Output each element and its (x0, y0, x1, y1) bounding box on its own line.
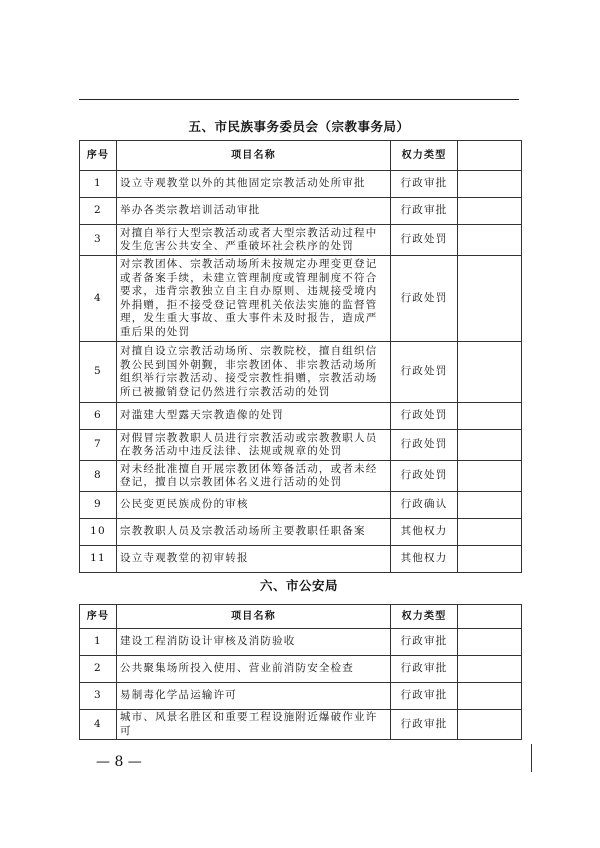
header-blank (458, 141, 522, 171)
table-ethnic-affairs (79, 140, 522, 573)
header-name: 项目名称 (117, 141, 391, 171)
row-no: 10 (80, 519, 117, 546)
row-name: 设立寺观教堂的初审转报 (117, 546, 391, 573)
row-blank (458, 171, 522, 198)
row-type: 行政确认 (391, 492, 458, 519)
row-no: 1 (80, 629, 117, 656)
header-no: 序号 (80, 141, 117, 171)
table-row (80, 492, 522, 519)
table-row (80, 683, 522, 710)
row-no: 7 (80, 430, 117, 461)
row-blank (458, 710, 522, 740)
row-blank (458, 683, 522, 710)
row-type: 行政审批 (391, 656, 458, 683)
header-type: 权力类型 (391, 141, 458, 171)
table-row (80, 198, 522, 225)
table-row (80, 171, 522, 198)
row-blank (458, 430, 522, 461)
row-name: 公民变更民族成份的审核 (117, 492, 391, 519)
header-blank (458, 605, 522, 629)
section-title-ethnic-affairs: 五、市民族事务委员会（宗教事务局） (188, 119, 410, 134)
table-public-security (79, 604, 522, 740)
row-name: 设立寺观教堂以外的其他固定宗教活动处所审批 (117, 171, 391, 198)
row-no: 3 (80, 225, 117, 256)
row-name: 对未经批准擅自开展宗教团体筹备活动，或者未经登记，擅自以宗教团体名义进行活动的处罚 (117, 461, 391, 492)
row-blank (458, 461, 522, 492)
row-type: 行政审批 (391, 198, 458, 225)
top-rule (79, 99, 519, 100)
row-type: 其他权力 (391, 519, 458, 546)
row-no: 6 (80, 403, 117, 430)
row-blank (458, 519, 522, 546)
row-no: 2 (80, 656, 117, 683)
table-row (80, 342, 522, 403)
table-row (80, 256, 522, 342)
table-row (80, 430, 522, 461)
row-blank (458, 403, 522, 430)
row-blank (458, 629, 522, 656)
row-type: 行政处罚 (391, 225, 458, 256)
row-no: 11 (80, 546, 117, 573)
table-row (80, 629, 522, 656)
row-name: 举办各类宗教培训活动审批 (117, 198, 391, 225)
row-name: 对宗教团体、宗教活动场所未按规定办理变更登记或者备案手续，未建立管理制度或管理制度不符合要求，违背宗教独立自主自办原则、违规接受境内外捐赠，拒不接受登记管理机关依法实施的监督管理，发生重大事故、重大事件未及时报告，造成严重后果的处罚 (117, 256, 391, 342)
row-no: 8 (80, 461, 117, 492)
row-no: 2 (80, 198, 117, 225)
row-blank (458, 546, 522, 573)
row-name: 公共聚集场所投入使用、营业前消防安全检查 (117, 656, 391, 683)
header-type: 权力类型 (391, 605, 458, 629)
table-row (80, 656, 522, 683)
row-type: 行政处罚 (391, 256, 458, 342)
table-row (80, 710, 522, 740)
table-header-row (80, 605, 522, 629)
row-blank (458, 225, 522, 256)
row-type: 其他权力 (391, 546, 458, 573)
table-row (80, 461, 522, 492)
header-no: 序号 (80, 605, 117, 629)
row-name: 对擅自设立宗教活动场所、宗教院校，擅自组织信教公民到国外朝觐，非宗教团体、非宗教活动场所组织举行宗教活动、接受宗教性捐赠，宗教活动场所已被撤销登记仍然进行宗教活动的处罚 (117, 342, 391, 403)
row-type: 行政审批 (391, 710, 458, 740)
table-row (80, 546, 522, 573)
row-name: 城市、风景名胜区和重要工程设施附近爆破作业许可 (117, 710, 391, 740)
row-blank (458, 256, 522, 342)
row-type: 行政审批 (391, 629, 458, 656)
row-type: 行政审批 (391, 171, 458, 198)
row-type: 行政处罚 (391, 342, 458, 403)
row-blank (458, 492, 522, 519)
row-blank (458, 656, 522, 683)
row-no: 4 (80, 256, 117, 342)
row-name: 对假冒宗教教职人员进行宗教活动或宗教教职人员在教务活动中违反法律、法规或规章的处罚 (117, 430, 391, 461)
table-row (80, 519, 522, 546)
section-title-public-security: 六、市公安局 (259, 578, 338, 593)
row-name: 对擅自举行大型宗教活动或者大型宗教活动过程中发生危害公共安全、严重破坏社会秩序的处罚 (117, 225, 391, 256)
row-no: 5 (80, 342, 117, 403)
row-name: 建设工程消防设计审核及消防验收 (117, 629, 391, 656)
row-type: 行政处罚 (391, 403, 458, 430)
row-blank (458, 198, 522, 225)
header-name: 项目名称 (117, 605, 391, 629)
margin-mark (531, 744, 532, 772)
row-type: 行政处罚 (391, 461, 458, 492)
row-no: 9 (80, 492, 117, 519)
row-type: 行政审批 (391, 683, 458, 710)
row-no: 1 (80, 171, 117, 198)
row-name: 对滥建大型露天宗教造像的处罚 (117, 403, 391, 430)
page-number: — 8 — (96, 754, 142, 770)
row-name: 宗教教职人员及宗教活动场所主要教职任职备案 (117, 519, 391, 546)
row-no: 4 (80, 710, 117, 740)
table-header-row (80, 141, 522, 171)
row-no: 3 (80, 683, 117, 710)
row-blank (458, 342, 522, 403)
table-row (80, 225, 522, 256)
row-type: 行政处罚 (391, 430, 458, 461)
row-name: 易制毒化学品运输许可 (117, 683, 391, 710)
table-row (80, 403, 522, 430)
